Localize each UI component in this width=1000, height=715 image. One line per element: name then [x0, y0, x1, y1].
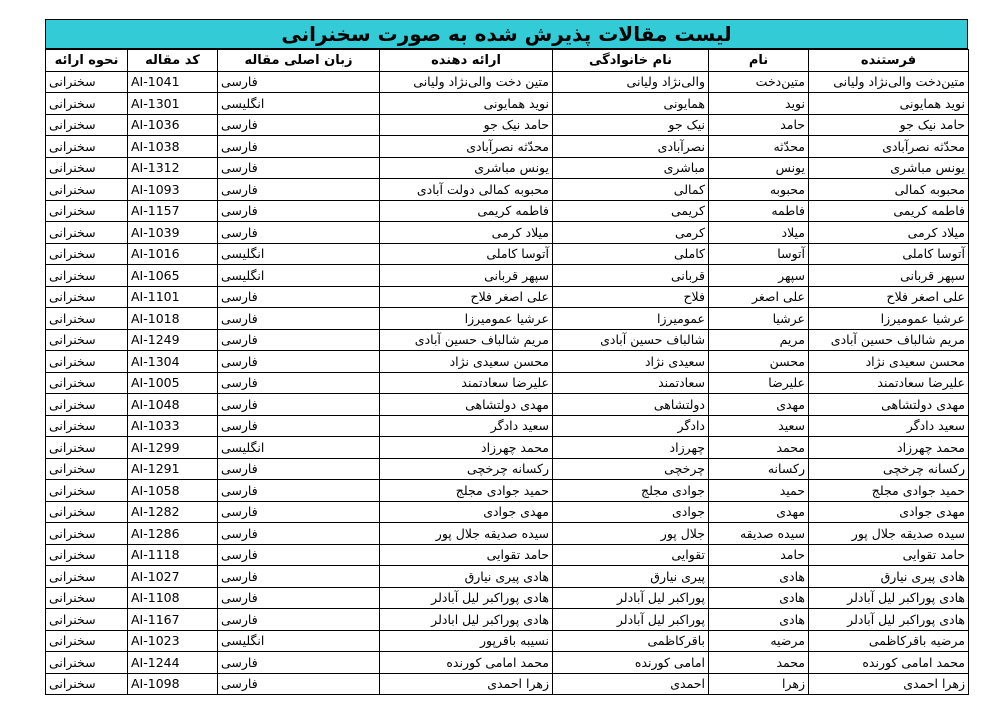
cell-language: فارسی	[218, 157, 380, 179]
sheet-title: لیست مقالات پذیرش شده به صورت سخنرانی	[45, 19, 968, 49]
cell-sender: متین‌دخت والی‌نژاد ولیانی	[809, 71, 969, 93]
table-row	[46, 243, 969, 265]
cell-last-name: جوادی	[553, 501, 709, 523]
cell-method: سخنرانی	[46, 286, 128, 308]
cell-first-name: مرضیه	[709, 630, 809, 652]
cell-last-name: احمدی	[553, 673, 709, 695]
cell-language: فارسی	[218, 587, 380, 609]
cell-presenter: عرشیا عمومیرزا	[380, 308, 553, 330]
table-row	[46, 587, 969, 609]
table-row	[46, 480, 969, 502]
cell-language: فارسی	[218, 501, 380, 523]
cell-method: سخنرانی	[46, 544, 128, 566]
cell-sender: مهدی جوادی	[809, 501, 969, 523]
header-row	[46, 50, 969, 72]
cell-first-name: آتوسا	[709, 243, 809, 265]
cell-last-name: جلال پور	[553, 523, 709, 545]
cell-presenter: یونس مباشری	[380, 157, 553, 179]
cell-sender: محمد امامی کورنده	[809, 652, 969, 674]
cell-language: فارسی	[218, 458, 380, 480]
cell-code: AI-1101	[128, 286, 218, 308]
cell-language: فارسی	[218, 71, 380, 93]
cell-code: AI-1027	[128, 566, 218, 588]
cell-last-name: دادگر	[553, 415, 709, 437]
papers-table	[45, 49, 969, 695]
cell-presenter: رکسانه چرخچی	[380, 458, 553, 480]
cell-method: سخنرانی	[46, 415, 128, 437]
cell-presenter: سعید دادگر	[380, 415, 553, 437]
cell-last-name: نصرآبادی	[553, 136, 709, 158]
cell-code: AI-1048	[128, 394, 218, 416]
table-body	[46, 71, 969, 695]
table-row	[46, 372, 969, 394]
spreadsheet	[45, 19, 968, 695]
cell-code: AI-1167	[128, 609, 218, 631]
cell-presenter: آتوسا کاملی	[380, 243, 553, 265]
cell-language: فارسی	[218, 480, 380, 502]
cell-presenter: فاطمه کریمی	[380, 200, 553, 222]
cell-code: AI-1098	[128, 673, 218, 695]
cell-sender: زهرا احمدی	[809, 673, 969, 695]
cell-sender: هادی پوراکبر لیل آبادلر	[809, 587, 969, 609]
cell-method: سخنرانی	[46, 480, 128, 502]
cell-sender: حامد تقوایی	[809, 544, 969, 566]
cell-first-name: هادی	[709, 609, 809, 631]
cell-code: AI-1038	[128, 136, 218, 158]
cell-method: سخنرانی	[46, 114, 128, 136]
cell-code: AI-1036	[128, 114, 218, 136]
header-last-name: نام خانوادگی	[553, 50, 709, 72]
cell-language: فارسی	[218, 394, 380, 416]
cell-language: فارسی	[218, 136, 380, 158]
cell-presenter: محمد امامی کورنده	[380, 652, 553, 674]
table-row	[46, 93, 969, 115]
cell-last-name: پوراکبر لیل آبادلر	[553, 609, 709, 631]
cell-presenter: هادی پوراکبر لیل ابادلر	[380, 609, 553, 631]
cell-presenter: محسن سعیدی نژاد	[380, 351, 553, 373]
table-row	[46, 652, 969, 674]
cell-language: انگلیسی	[218, 265, 380, 287]
cell-first-name: میلاد	[709, 222, 809, 244]
table-row	[46, 308, 969, 330]
cell-method: سخنرانی	[46, 630, 128, 652]
cell-first-name: مهدی	[709, 501, 809, 523]
cell-presenter: علیرضا سعادتمند	[380, 372, 553, 394]
cell-sender: محبوبه کمالی	[809, 179, 969, 201]
cell-sender: محدّثه نصرآبادی	[809, 136, 969, 158]
cell-method: سخنرانی	[46, 587, 128, 609]
cell-code: AI-1065	[128, 265, 218, 287]
cell-code: AI-1023	[128, 630, 218, 652]
cell-last-name: جوادی مجلج	[553, 480, 709, 502]
cell-sender: رکسانه چرخچی	[809, 458, 969, 480]
cell-language: انگلیسی	[218, 437, 380, 459]
cell-first-name: فاطمه	[709, 200, 809, 222]
cell-language: فارسی	[218, 609, 380, 631]
cell-method: سخنرانی	[46, 136, 128, 158]
cell-method: سخنرانی	[46, 265, 128, 287]
header-language: زبان اصلی مقاله	[218, 50, 380, 72]
cell-first-name: مهدی	[709, 394, 809, 416]
cell-language: انگلیسی	[218, 93, 380, 115]
cell-first-name: محمد	[709, 437, 809, 459]
cell-code: AI-1093	[128, 179, 218, 201]
cell-sender: یونس مباشری	[809, 157, 969, 179]
cell-presenter: میلاد کرمی	[380, 222, 553, 244]
cell-sender: مهدی دولتشاهی	[809, 394, 969, 416]
cell-language: فارسی	[218, 566, 380, 588]
cell-sender: علی اصغر فلاح	[809, 286, 969, 308]
cell-first-name: سپهر	[709, 265, 809, 287]
cell-last-name: امامی کورنده	[553, 652, 709, 674]
table-row	[46, 630, 969, 652]
cell-sender: سیده صدیقه جلال پور	[809, 523, 969, 545]
cell-language: فارسی	[218, 222, 380, 244]
cell-last-name: پیری نیارق	[553, 566, 709, 588]
table-row	[46, 415, 969, 437]
cell-first-name: علی اصغر	[709, 286, 809, 308]
cell-first-name: نوید	[709, 93, 809, 115]
cell-method: سخنرانی	[46, 501, 128, 523]
cell-first-name: رکسانه	[709, 458, 809, 480]
cell-sender: فاطمه کریمی	[809, 200, 969, 222]
cell-presenter: سیده صدیقه جلال پور	[380, 523, 553, 545]
cell-first-name: سیده صدیقه	[709, 523, 809, 545]
cell-presenter: علی اصغر فلاح	[380, 286, 553, 308]
cell-presenter: زهرا احمدی	[380, 673, 553, 695]
cell-last-name: پوراکبر لیل آبادلر	[553, 587, 709, 609]
cell-language: فارسی	[218, 372, 380, 394]
cell-language: فارسی	[218, 544, 380, 566]
cell-presenter: هادی پیری نیارق	[380, 566, 553, 588]
cell-first-name: عرشیا	[709, 308, 809, 330]
cell-last-name: کاملی	[553, 243, 709, 265]
table-row	[46, 157, 969, 179]
cell-language: انگلیسی	[218, 630, 380, 652]
cell-method: سخنرانی	[46, 243, 128, 265]
cell-sender: محسن سعیدی نژاد	[809, 351, 969, 373]
cell-presenter: محمد چهرزاد	[380, 437, 553, 459]
header-first-name: نام	[709, 50, 809, 72]
table-row	[46, 179, 969, 201]
table-row	[46, 609, 969, 631]
cell-method: سخنرانی	[46, 458, 128, 480]
cell-last-name: مباشری	[553, 157, 709, 179]
cell-presenter: مریم شالباف حسین آبادی	[380, 329, 553, 351]
cell-last-name: سعادتمند	[553, 372, 709, 394]
cell-first-name: حمید	[709, 480, 809, 502]
cell-language: فارسی	[218, 652, 380, 674]
cell-first-name: مریم	[709, 329, 809, 351]
cell-sender: هادی پیری نیارق	[809, 566, 969, 588]
cell-code: AI-1157	[128, 200, 218, 222]
cell-code: AI-1016	[128, 243, 218, 265]
cell-presenter: نسیبه باقرپور	[380, 630, 553, 652]
cell-sender: آتوسا کاملی	[809, 243, 969, 265]
cell-first-name: علیرضا	[709, 372, 809, 394]
cell-language: فارسی	[218, 114, 380, 136]
cell-last-name: کمالی	[553, 179, 709, 201]
cell-method: سخنرانی	[46, 179, 128, 201]
table-row	[46, 566, 969, 588]
cell-method: سخنرانی	[46, 222, 128, 244]
cell-sender: هادی پوراکبر لیل آبادلر	[809, 609, 969, 631]
cell-presenter: مهدی جوادی	[380, 501, 553, 523]
cell-code: AI-1286	[128, 523, 218, 545]
cell-sender: سعید دادگر	[809, 415, 969, 437]
table-row	[46, 544, 969, 566]
cell-presenter: نوید همایونی	[380, 93, 553, 115]
cell-language: فارسی	[218, 351, 380, 373]
header-code: کد مقاله	[128, 50, 218, 72]
cell-method: سخنرانی	[46, 394, 128, 416]
cell-language: انگلیسی	[218, 243, 380, 265]
cell-last-name: دولتشاهی	[553, 394, 709, 416]
cell-code: AI-1108	[128, 587, 218, 609]
table-row	[46, 394, 969, 416]
cell-code: AI-1291	[128, 458, 218, 480]
table-row	[46, 673, 969, 695]
cell-code: AI-1282	[128, 501, 218, 523]
cell-language: فارسی	[218, 200, 380, 222]
cell-presenter: متین دخت والی‌نژاد ولیانی	[380, 71, 553, 93]
header-method: نحوه ارائه	[46, 50, 128, 72]
cell-sender: مریم شالباف حسین آبادی	[809, 329, 969, 351]
cell-language: فارسی	[218, 286, 380, 308]
cell-sender: نوید همایونی	[809, 93, 969, 115]
cell-language: فارسی	[218, 415, 380, 437]
cell-method: سخنرانی	[46, 329, 128, 351]
cell-last-name: والی‌نژاد ولیانی	[553, 71, 709, 93]
cell-code: AI-1244	[128, 652, 218, 674]
cell-sender: حمید جوادی مجلج	[809, 480, 969, 502]
table-row	[46, 329, 969, 351]
cell-language: فارسی	[218, 308, 380, 330]
cell-method: سخنرانی	[46, 93, 128, 115]
cell-last-name: عمومیرزا	[553, 308, 709, 330]
cell-code: AI-1058	[128, 480, 218, 502]
cell-code: AI-1249	[128, 329, 218, 351]
table-row	[46, 114, 969, 136]
cell-code: AI-1301	[128, 93, 218, 115]
table-row	[46, 501, 969, 523]
cell-last-name: کرمی	[553, 222, 709, 244]
cell-last-name: چرخچی	[553, 458, 709, 480]
cell-first-name: محمد	[709, 652, 809, 674]
cell-language: فارسی	[218, 523, 380, 545]
cell-code: AI-1039	[128, 222, 218, 244]
cell-sender: میلاد کرمی	[809, 222, 969, 244]
cell-presenter: حمید جوادی مجلج	[380, 480, 553, 502]
cell-language: فارسی	[218, 329, 380, 351]
cell-presenter: هادی پوراکبر لیل آبادلر	[380, 587, 553, 609]
table-row	[46, 265, 969, 287]
table-row	[46, 136, 969, 158]
cell-first-name: حامد	[709, 114, 809, 136]
cell-first-name: هادی	[709, 587, 809, 609]
cell-first-name: حامد	[709, 544, 809, 566]
cell-last-name: فلاح	[553, 286, 709, 308]
cell-presenter: محدّثه نصرآبادی	[380, 136, 553, 158]
header-sender: فرستنده	[809, 50, 969, 72]
cell-code: AI-1018	[128, 308, 218, 330]
cell-first-name: هادی	[709, 566, 809, 588]
cell-last-name: شالباف حسین آبادی	[553, 329, 709, 351]
cell-first-name: سعید	[709, 415, 809, 437]
cell-method: سخنرانی	[46, 157, 128, 179]
cell-last-name: سعیدی نژاد	[553, 351, 709, 373]
cell-method: سخنرانی	[46, 351, 128, 373]
table-row	[46, 71, 969, 93]
cell-method: سخنرانی	[46, 673, 128, 695]
cell-presenter: محبوبه کمالی دولت آبادی	[380, 179, 553, 201]
cell-first-name: زهرا	[709, 673, 809, 695]
cell-sender: علیرضا سعادتمند	[809, 372, 969, 394]
cell-sender: حامد نیک جو	[809, 114, 969, 136]
cell-method: سخنرانی	[46, 609, 128, 631]
cell-sender: محمد چهرزاد	[809, 437, 969, 459]
cell-first-name: محسن	[709, 351, 809, 373]
cell-first-name: محبوبه	[709, 179, 809, 201]
table-row	[46, 200, 969, 222]
cell-last-name: چهرزاد	[553, 437, 709, 459]
cell-presenter: سپهر قربانی	[380, 265, 553, 287]
cell-code: AI-1005	[128, 372, 218, 394]
cell-presenter: حامد تقوایی	[380, 544, 553, 566]
cell-sender: سپهر قربانی	[809, 265, 969, 287]
cell-code: AI-1299	[128, 437, 218, 459]
cell-language: فارسی	[218, 673, 380, 695]
cell-code: AI-1304	[128, 351, 218, 373]
table-row	[46, 523, 969, 545]
cell-sender: عرشیا عمومیرزا	[809, 308, 969, 330]
table-row	[46, 286, 969, 308]
cell-method: سخنرانی	[46, 652, 128, 674]
cell-last-name: تقوایی	[553, 544, 709, 566]
table-row	[46, 437, 969, 459]
cell-sender: مرضیه باقرکاظمی	[809, 630, 969, 652]
cell-code: AI-1312	[128, 157, 218, 179]
cell-method: سخنرانی	[46, 308, 128, 330]
cell-method: سخنرانی	[46, 437, 128, 459]
cell-method: سخنرانی	[46, 566, 128, 588]
cell-method: سخنرانی	[46, 200, 128, 222]
cell-first-name: محدّثه	[709, 136, 809, 158]
cell-last-name: باقرکاظمی	[553, 630, 709, 652]
table-row	[46, 351, 969, 373]
cell-code: AI-1041	[128, 71, 218, 93]
header-presenter: ارائه دهنده	[380, 50, 553, 72]
cell-code: AI-1033	[128, 415, 218, 437]
table-row	[46, 222, 969, 244]
cell-method: سخنرانی	[46, 71, 128, 93]
table-row	[46, 458, 969, 480]
cell-method: سخنرانی	[46, 372, 128, 394]
cell-first-name: متین‌دخت	[709, 71, 809, 93]
cell-last-name: کریمی	[553, 200, 709, 222]
cell-code: AI-1118	[128, 544, 218, 566]
cell-presenter: مهدی دولتشاهی	[380, 394, 553, 416]
cell-last-name: همایونی	[553, 93, 709, 115]
cell-language: فارسی	[218, 179, 380, 201]
cell-last-name: قربانی	[553, 265, 709, 287]
cell-presenter: حامد نیک جو	[380, 114, 553, 136]
cell-first-name: یونس	[709, 157, 809, 179]
cell-method: سخنرانی	[46, 523, 128, 545]
cell-last-name: نیک جو	[553, 114, 709, 136]
